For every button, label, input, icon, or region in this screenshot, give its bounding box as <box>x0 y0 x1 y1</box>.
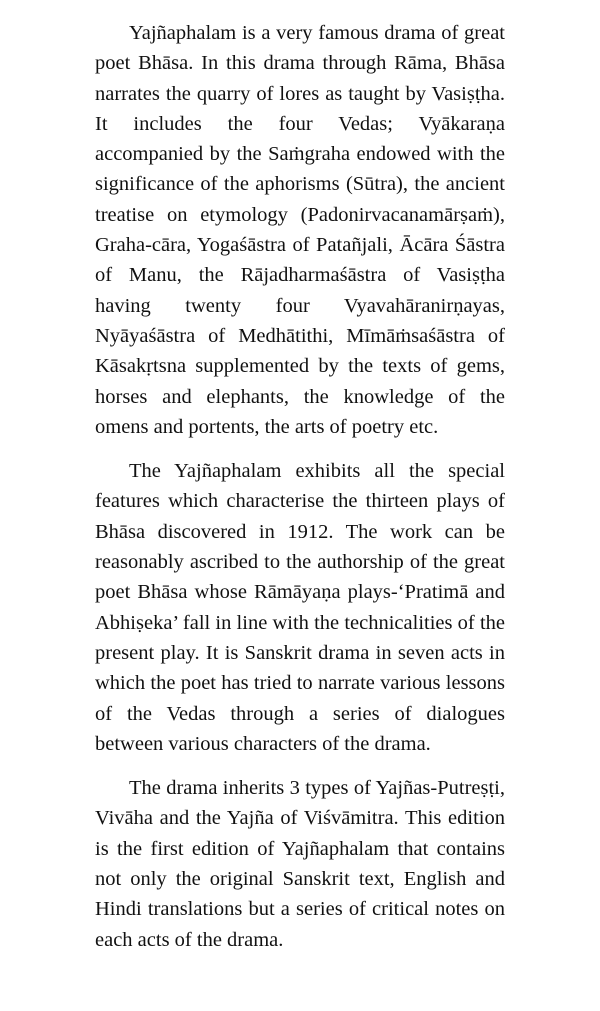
page-text <box>95 18 505 969</box>
paragraph-3: The drama inherits 3 types of Yajñas-Putreṣṭi, Vivāha and the Yajña of Viśvāmitra. This edition is the first edition of Yajñaphalam that contains not only the original Sanskrit text, English and Hindi translations but a series of critical notes on each acts of the drama. <box>95 777 505 951</box>
paragraph-2: The Yajñaphalam exhibits all the special features which characterise the thirteen plays of Bhāsa discovered in 1912. The work can be reasonably ascribed to the authorship of the great poet Bhāsa whose Rāmāyaṇa plays-‘Pratimā and Abhiṣeka’ fall in line with the technicalities of the present play. It is Sanskrit drama in seven acts in which the poet has tried to narrate various lessons of the Vedas through a series of dialogues between various characters of the drama. <box>95 460 505 755</box>
paragraph-1: Yajñaphalam is a very famous drama of great poet Bhāsa. In this drama through Rāma, Bhāsa narrates the quarry of lores as taught by Vasiṣṭha. It includes the four Vedas; Vyākaraṇa accompanied by the Saṁgraha endowed with the significance of the aphorisms (Sūtra), the ancient treatise on etymology (Padonirvacanamārṣaṁ), Graha-cāra, Yogaśāstra of Patañjali, Ācāra Śāstra of Manu, the Rājadharmaśāstra of Vasiṣṭha having twenty four Vyavahāranirṇayas, Nyāyaśāstra of Medhātithi, Mīmāṁsaśāstra of Kāsakṛtsna supplemented by the texts of gems, horses and elephants, the knowledge of the omens and portents, the arts of poetry etc. <box>95 22 505 438</box>
